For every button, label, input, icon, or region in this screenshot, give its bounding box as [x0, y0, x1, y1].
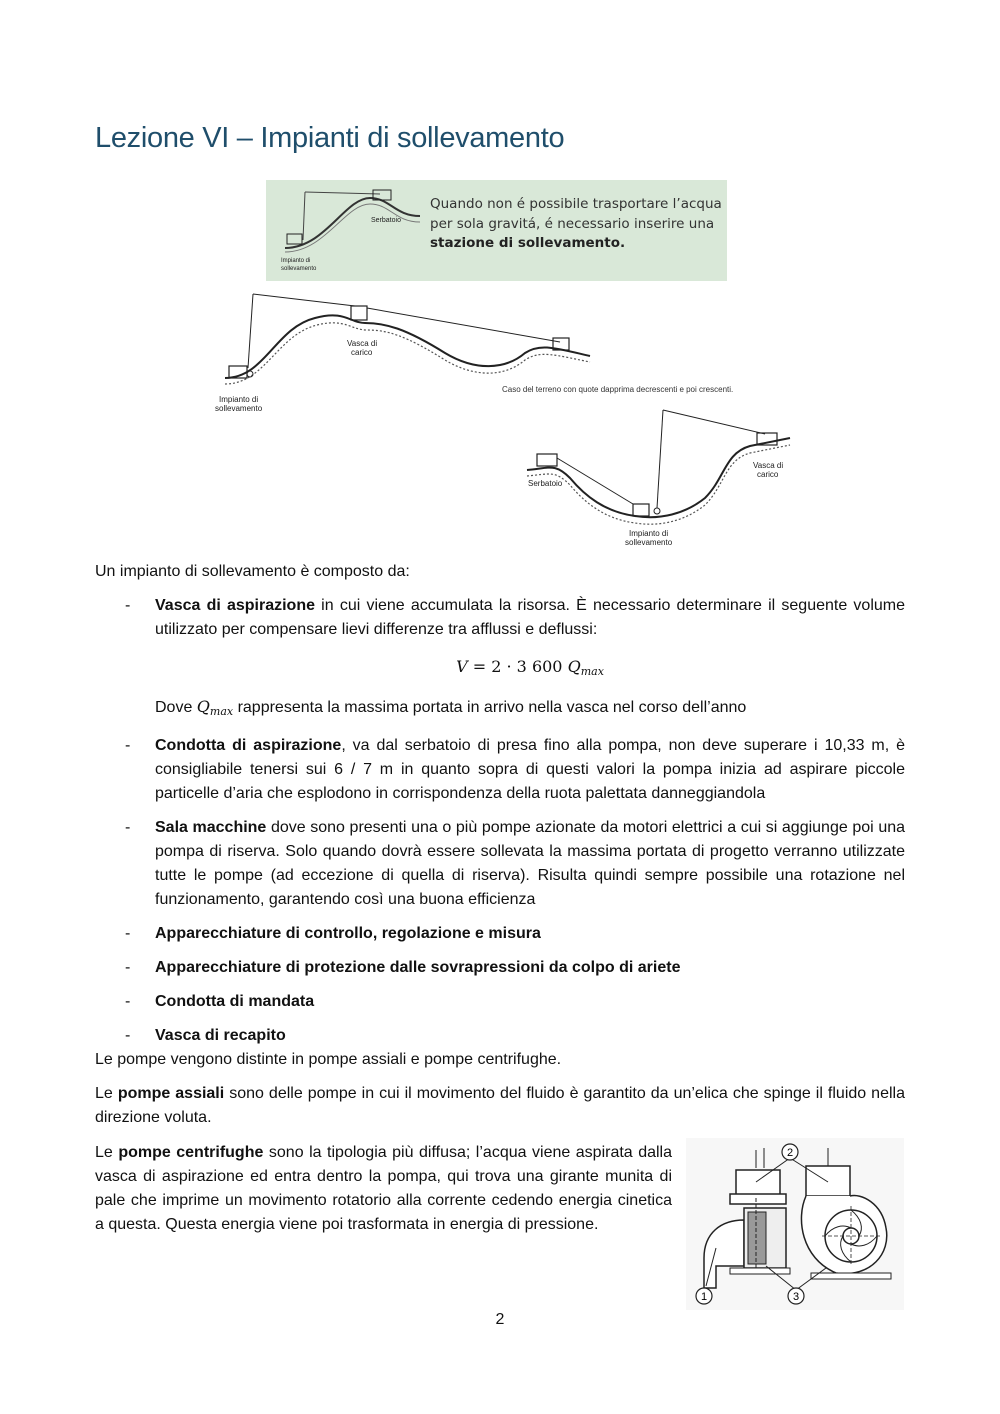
profile-diagram-2 — [527, 410, 790, 547]
svg-text:sollevamento: sollevamento — [215, 404, 263, 413]
pump-label-2: 2 — [786, 1147, 794, 1159]
svg-text:Vasca di: Vasca di — [753, 461, 784, 470]
svg-text:sollevamento: sollevamento — [281, 266, 317, 272]
svg-text:Vasca di: Vasca di — [347, 339, 378, 348]
list-dash: - — [125, 993, 131, 1010]
figure-caption: Caso del terreno con quote dapprima decrescenti e poi crescenti. — [502, 385, 734, 394]
lifting-station-figure — [205, 178, 805, 550]
svg-text:Impianto di: Impianto di — [629, 529, 669, 538]
paragraph-centrifugal-pumps: Le pompe centrifughe sono la tipologia più diffusa; l’acqua viene aspirata dalla vasca di aspirazione ed entra dentro la pompa, qui trova una girante munita di pale che imprime un movimento rotatorio alla corrente cedendo energia cinetica a questa. Questa energia viene poi trasformata in energia di pressione. — [95, 1144, 673, 1233]
formula-note: Dove $Q_{max}$ rappresenta la massima portata in arrivo nella vasca nel corso dell’anno — [155, 697, 747, 718]
pump-label-3: 3 — [792, 1291, 800, 1303]
svg-text:Impianto di: Impianto di — [281, 258, 311, 264]
small-serbatoio-label: Serbatoio — [371, 217, 401, 224]
svg-text:Impianto di: Impianto di — [219, 395, 259, 404]
svg-text:carico: carico — [757, 470, 779, 479]
list-dash: - — [125, 819, 131, 836]
list-item: - Condotta di mandata — [95, 990, 905, 1014]
profile-diagram-1 — [215, 294, 590, 413]
callout-line-1: Quando non é possibile trasportare l’acqua — [430, 196, 722, 212]
svg-text:Serbatoio: Serbatoio — [528, 479, 563, 488]
list-item: - Sala macchine dove sono presenti una o più pompe azionate da motori elettrici a cui si aggiunge poi una pompa di riserva. Solo quando dovrà essere sollevata la massima portata di progetto verranno utilizzate tutte le pompe (ad eccezione di quella di riserva). Risulta quindi sempre possibile una rotazione nel funzionamento, garantendo così una buona efficienza — [95, 816, 905, 912]
list-dash: - — [125, 959, 131, 976]
list-dash: - — [125, 1027, 131, 1044]
callout-line-3: stazione di sollevamento. — [430, 235, 626, 251]
components-list — [95, 594, 905, 1058]
list-dash: - — [125, 737, 131, 754]
page-title: Lezione VI – Impianti di sollevamento — [95, 122, 565, 154]
list-item: - Apparecchiature di controllo, regolazione e misura — [95, 922, 905, 946]
list-item: - Apparecchiature di protezione dalle sovrapressioni da colpo di ariete — [95, 956, 905, 980]
callout-line-2: per sola gravitá, é necessario inserire una — [430, 216, 715, 232]
list-dash: - — [125, 597, 131, 614]
list-item: - Vasca di recapito — [95, 1024, 905, 1048]
list-item: - Vasca di aspirazione in cui viene accumulata la risorsa. È necessario determinare il seguente volume utilizzato per compensare lievi differenze tra afflussi e deflussi: — [95, 594, 905, 642]
list-item: - Condotta di aspirazione, va dal serbatoio di presa fino alla pompa, non deve superare i 10,33 m, è consigliabile tenersi sui 6 / 7 m in quanto sopra di questi valori la pompa inizia ad aspirare piccole particelle d’aria che esplodono in corrispondenza della ruota palettata danneggiandola — [95, 734, 905, 806]
volume-formula: V = 2 · 3 600 $Q_{max}$ — [456, 657, 604, 678]
paragraph-pump-types: Le pompe vengono distinte in pompe assiali e pompe centrifughe. — [95, 1051, 562, 1068]
page-number: 2 — [495, 1311, 505, 1328]
svg-text:carico: carico — [351, 348, 373, 357]
svg-text:sollevamento: sollevamento — [625, 538, 673, 547]
list-dash: - — [125, 925, 131, 942]
pump-label-1: 1 — [700, 1291, 708, 1303]
intro-paragraph: Un impianto di sollevamento è composto da: — [95, 563, 410, 580]
paragraph-axial-pumps: Le pompe assiali sono delle pompe in cui il movimento del fluido è garantito da un’elica che spinge il fluido nella direzione voluta. — [95, 1085, 905, 1126]
centrifugal-pump-figure — [686, 1138, 904, 1310]
